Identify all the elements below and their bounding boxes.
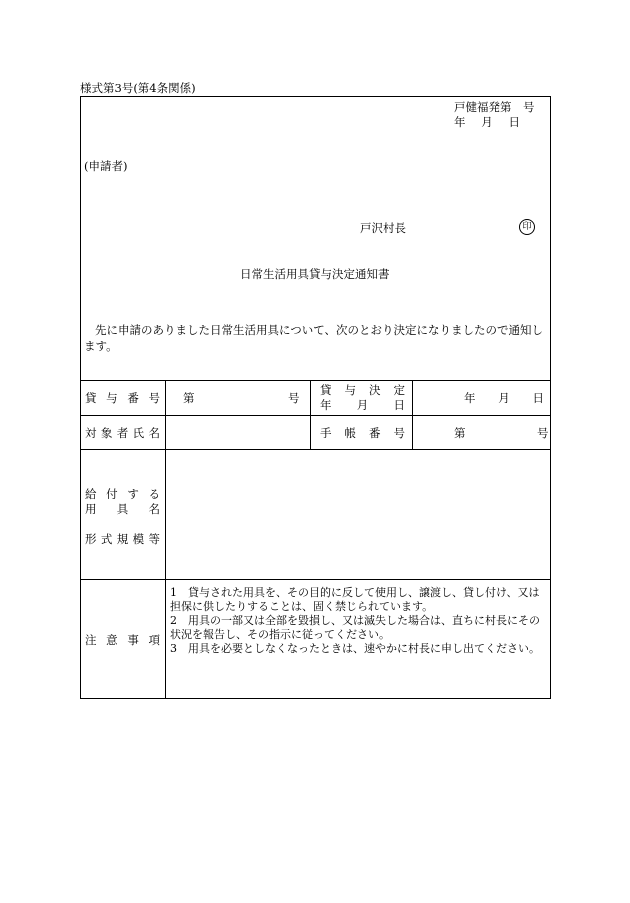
frame-right [550,96,551,699]
item-label-line2: 用 具 名 [85,502,160,516]
issuer-title: 戸沢村長 [360,221,406,235]
note-item: 2 用具の一部又は全部を毀損し、又は滅失した場合は、直ちに村長にその状況を報告し、その指示に従ってください。 [170,614,540,641]
techo-number-prefix: 第 [454,426,466,440]
techo-number-label: 手 帳 番 号 [320,426,405,440]
row-line-2 [80,415,551,416]
col-line-mid [310,380,311,450]
row-line-4 [80,579,551,580]
note-item: 3 用具を必要としなくなったときは、速やかに村長に申し出てください。 [170,642,540,655]
notes-list [170,586,548,656]
doc-date: 年 月 日 [454,115,520,129]
applicant-label: (申請者) [84,159,128,173]
techo-number-suffix: 号 [537,426,549,440]
frame-left [80,96,81,699]
recipient-name-label: 対 象 者 氏 名 [85,426,160,440]
loan-number-label: 貸 与 番 号 [85,391,160,405]
col-line-right [412,380,413,450]
seal-mark: 印 [519,219,535,235]
spec-label: 形 式 規 模 等 [85,532,160,546]
doc-number: 戸 健 福 発 第 号 [454,100,535,114]
item-label-line1: 給 付 す る [85,487,160,501]
document-title: 日常生活用具貸与決定通知書 [240,267,390,281]
body-text: 先に申請のありました日常生活用具について、次のとおり決定になりましたので通知します。 [84,323,544,353]
frame-top [80,96,551,97]
row-line-1 [80,380,551,381]
loan-decision-date-units: 年 月 日 [320,398,405,412]
loan-number-suffix: 号 [288,391,300,405]
loan-decision-label: 貸 与 決 定 [320,383,405,397]
notes-label: 注 意 事 項 [85,633,160,647]
loan-number-prefix: 第 [183,391,195,405]
col-line-label [165,380,166,699]
row-line-3 [80,449,551,450]
loan-decision-date: 年 月 日 [464,391,544,405]
note-item: 1 貸与された用具を、その目的に反して使用し、譲渡し、貸し付け、又は担保に供したりすることは、固く禁じられています。 [170,586,540,613]
frame-bottom [80,698,551,699]
form-label: 様式第3号(第4条関係) [80,81,196,95]
